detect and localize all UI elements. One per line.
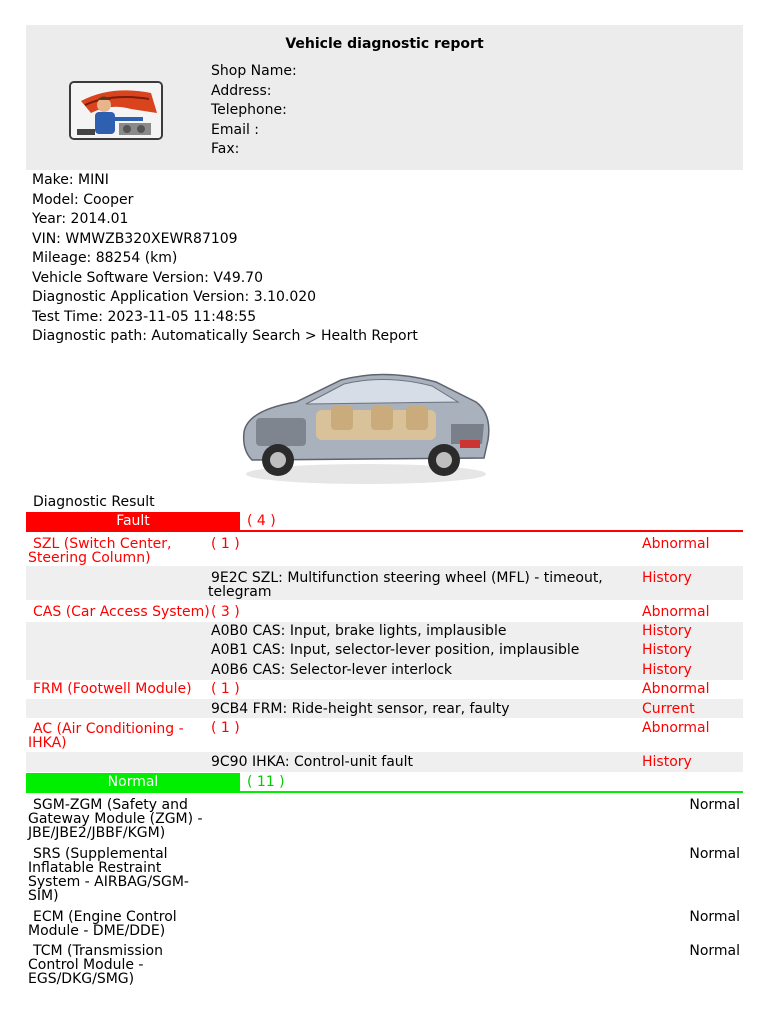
fault-divider (26, 530, 743, 532)
dtc-row (26, 566, 743, 600)
module-status: Abnormal (642, 720, 710, 736)
report-header (26, 25, 743, 170)
car-cutaway-image (236, 362, 494, 490)
module-status: Normal (689, 846, 740, 862)
vehicle-mileage: Mileage: 88254 (km) (32, 250, 178, 266)
diagnostic-result-label: Diagnostic Result (33, 494, 155, 510)
dtc-status: History (642, 642, 692, 658)
module-status: Normal (689, 909, 740, 925)
shop-telephone-field: Telephone: (211, 102, 287, 119)
vehicle-info (32, 171, 418, 347)
dtc-status: History (642, 623, 692, 639)
module-fault-count: ( 1 ) (211, 681, 240, 697)
module-fault-count: ( 1 ) (211, 720, 240, 736)
shop-email-field: Email : (211, 121, 260, 138)
module-name: FRM (Footwell Module) (33, 681, 192, 697)
dtc-row (26, 752, 743, 772)
normal-module-row (26, 846, 743, 904)
fault-module-row (26, 535, 743, 565)
dtc-group (26, 622, 743, 680)
module-status: Abnormal (642, 604, 710, 620)
module-name: SZL (Switch Center, Steering Column) (28, 536, 172, 566)
normal-count: ( 11 ) (247, 774, 285, 790)
module-status: Abnormal (642, 536, 710, 552)
fault-label: Fault (26, 512, 240, 531)
fault-section-bar (26, 512, 743, 532)
dtc-status: History (642, 570, 692, 586)
module-name: AC (Air Conditioning - IHKA) (28, 721, 184, 751)
fault-module-row (26, 680, 743, 699)
normal-module-row (26, 943, 743, 987)
dtc-status: Current (642, 701, 695, 717)
fault-module-row (26, 603, 743, 622)
dtc-description: A0B6 CAS: Selector-lever interlock (211, 662, 453, 678)
shop-fax-field: Fax: (211, 141, 240, 158)
mechanic-logo-image (69, 81, 163, 140)
normal-label: Normal (26, 773, 240, 792)
report-title: Vehicle diagnostic report (285, 36, 484, 52)
module-name: CAS (Car Access System) (33, 604, 210, 620)
test-time: Test Time: 2023-11-05 11:48:55 (32, 308, 257, 325)
diagnostic-app-version: Diagnostic Application Version: 3.10.020 (32, 289, 317, 305)
vehicle-software-version: Vehicle Software Version: V49.70 (32, 269, 263, 286)
fault-count: ( 4 ) (247, 513, 276, 529)
module-name: TCM (Transmission Control Module - EGS/DKG/SMG) (28, 943, 163, 987)
dtc-description: 9E2C SZL: Multifunction steering wheel (MFL) - timeout, telegram (208, 570, 603, 600)
vehicle-model: Model: Cooper (32, 191, 134, 208)
normal-module-row (26, 797, 743, 841)
vehicle-make: Make: MINI (32, 172, 109, 188)
normal-divider (26, 791, 743, 793)
dtc-status: History (642, 662, 692, 678)
module-fault-count: ( 3 ) (211, 604, 240, 620)
module-status: Normal (689, 943, 740, 959)
module-status: Normal (689, 797, 740, 813)
fault-module-row (26, 719, 743, 751)
module-name: SRS (Supplemental Inflatable Restraint System - AIRBAG/SGM- SIM) (28, 846, 189, 904)
module-status: Abnormal (642, 681, 710, 697)
dtc-description: A0B0 CAS: Input, brake lights, implausible (211, 623, 507, 639)
shop-info (211, 62, 297, 160)
vehicle-vin: VIN: WMWZB320XEWR87109 (32, 230, 238, 247)
dtc-row (26, 699, 743, 718)
dtc-description: A0B1 CAS: Input, selector-lever position, implausible (211, 642, 580, 658)
dtc-status: History (642, 754, 692, 770)
shop-address-field: Address: (211, 82, 272, 99)
shop-name-field: Shop Name: (211, 63, 297, 79)
diagnostic-path: Diagnostic path: Automatically Search > Health Report (32, 328, 418, 344)
module-name: ECM (Engine Control Module - DME/DDE) (28, 909, 177, 939)
normal-module-row (26, 909, 743, 939)
vehicle-year: Year: 2014.01 (32, 211, 129, 227)
module-fault-count: ( 1 ) (211, 536, 240, 552)
dtc-description: 9C90 IHKA: Control-unit fault (211, 754, 414, 770)
module-name: SGM-ZGM (Safety and Gateway Module (ZGM) - JBE/JBE2/JBBF/KGM) (28, 797, 203, 841)
dtc-description: 9CB4 FRM: Ride-height sensor, rear, faulty (211, 701, 510, 717)
normal-section-bar (26, 773, 743, 793)
